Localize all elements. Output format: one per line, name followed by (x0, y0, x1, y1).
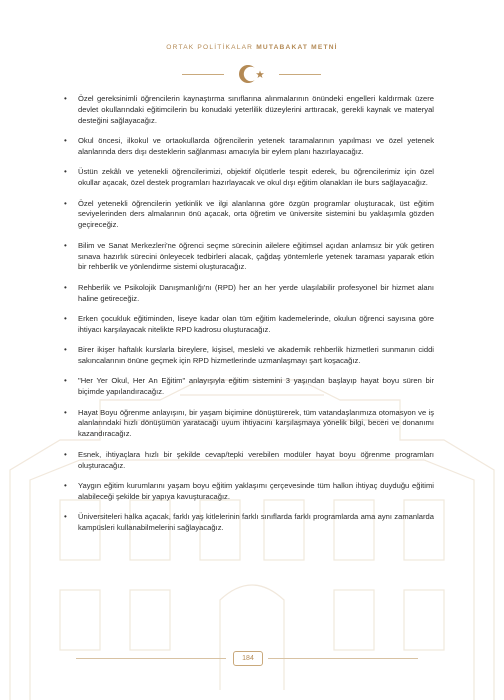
bullet-icon: • (64, 282, 67, 292)
page-header (0, 44, 504, 51)
list-item: • Rehberlik ve Psikolojik Danışmanlığı'nı (RPD) her an her yerde ulaşılabilir profesyonel bir hizmet alanı haline getireceğiz. (64, 282, 434, 303)
header-title-bold: MUTABAKAT METNİ (256, 44, 338, 51)
list-item: • Bilim ve Sanat Merkezleri'ne öğrenci seçme sürecinin ailelere eğitimsel açıdan anlamsız bir yük getiren sınava hazırlık sürecini önleyecek tedbirleri alacak, çağdaş yöntemlerle yetenek taraması yaparak etkin bir rehberlik ve yönlendirme sistemi oluşturacağız. (64, 240, 434, 272)
crescent-star-icon (236, 62, 268, 86)
list-item: • Üniversiteleri halka açacak, farklı yaş kitlelerinin farklı sınıflarda farklı programlarda ama aynı zamanlarda kampüsleri kullanabilmelerini sağlayacağız. (64, 512, 434, 532)
header-divider-right (279, 74, 321, 75)
bullet-icon: • (64, 376, 67, 386)
list-item: • Özel yetenekli öğrencilerin yetkinlik ve ilgi alanlarına göre özgün programlar oluşturacak, üst eğitim seviyelerinden ders almalarının önü açacak, orta öğretim ve üniversite sistemini bu yaklaşımla gözden geçireceğiz. (64, 198, 434, 230)
list-item: • Hayat Boyu öğrenme anlayışını, bir yaşam biçimine dönüştürerek, tüm vatandaşlarımıza otomasyon ve iş alanlarındaki hızlı dönüşümün yaratacağı uyum ihtiyacını karşılaşmaya yönelik bilgi, beceri ve donanımı kazandıracağız. (64, 407, 434, 439)
bullet-icon: • (64, 345, 67, 355)
bullet-icon: • (64, 198, 67, 208)
list-item: • Birer ikişer haftalık kurslarla bireylere, kişisel, mesleki ve akademik rehberlik hizmetleri sunmanın ciddi sakıncalarının önüne geçmek için RPD hizmetlerinde uzmanlaşmayı şart koşacağız. (64, 345, 434, 366)
bullet-icon: • (64, 449, 67, 459)
list-item: • Erken çocukluk eğitiminden, liseye kadar olan tüm eğitim kademelerinde, okulun öğrenci sayısına göre ihtiyacı karşılayacak nitelikte RPD kadrosu oluşturacağız. (64, 313, 434, 334)
footer-divider-left (76, 658, 226, 659)
list-item: • "Her Yer Okul, Her An Eğitim" anlayışıyla eğitim sistemini 3 yaşından başlayıp hayat boyu süren bir biçimde yapılandıracağız. (64, 376, 434, 397)
bullet-icon: • (64, 407, 67, 417)
list-item: • Esnek, ihtiyaçlara hızlı bir şekilde cevap/tepki verebilen modüler hayat boyu öğrenme programları oluşturacağız. (64, 449, 434, 470)
list-item: • Okul öncesi, ilkokul ve ortaokullarda öğrencilerin yetenek taramalarının yapılması ve özel yetenek alanlarında ders dışı desteklerin sağlanması amacıyla bir eylem planı hazırlayacağız. (64, 136, 434, 157)
list-item: • Özel gereksinimli öğrencilerin kaynaştırma sınıflarına alınmalarının önündeki engelleri kaldırmak üzere devlet okullarındaki eğitimcilerin bu konudaki yeterlilik düzeylerini arttıracak, gerekli kaynak ve materyal desteğini sağlayacağız. (64, 94, 434, 125)
bullet-icon: • (64, 167, 67, 177)
bullet-icon: • (64, 512, 67, 522)
list-item: • Üstün zekâlı ve yetenekli öğrencilerimizi, objektif ölçütlerle tespit ederek, bu öğrencilerimiz için özel okullar açacak, özel destek programları hazırlayacak ve okul dışı eğitim olanakları ile burs sağlayacağız. (64, 167, 434, 188)
header-divider-left (182, 74, 224, 75)
page-number: 184 (233, 651, 263, 666)
bullet-icon: • (64, 94, 67, 103)
bullet-list (64, 94, 434, 534)
bullet-icon: • (64, 136, 67, 146)
main-content (64, 94, 434, 543)
header-title-regular: ORTAK POLİTİKALAR (166, 44, 254, 51)
bullet-icon: • (64, 480, 67, 490)
bullet-icon: • (64, 313, 67, 323)
footer-divider-right (268, 658, 418, 659)
list-item: • Yaygın eğitim kurumlarını yaşam boyu eğitim yaklaşımı çerçevesinde tüm halkın ihtiyaç duyduğu eğitimi alabileceği şekilde bir yapıya kavuşturacağız. (64, 480, 434, 501)
bullet-icon: • (64, 240, 67, 250)
